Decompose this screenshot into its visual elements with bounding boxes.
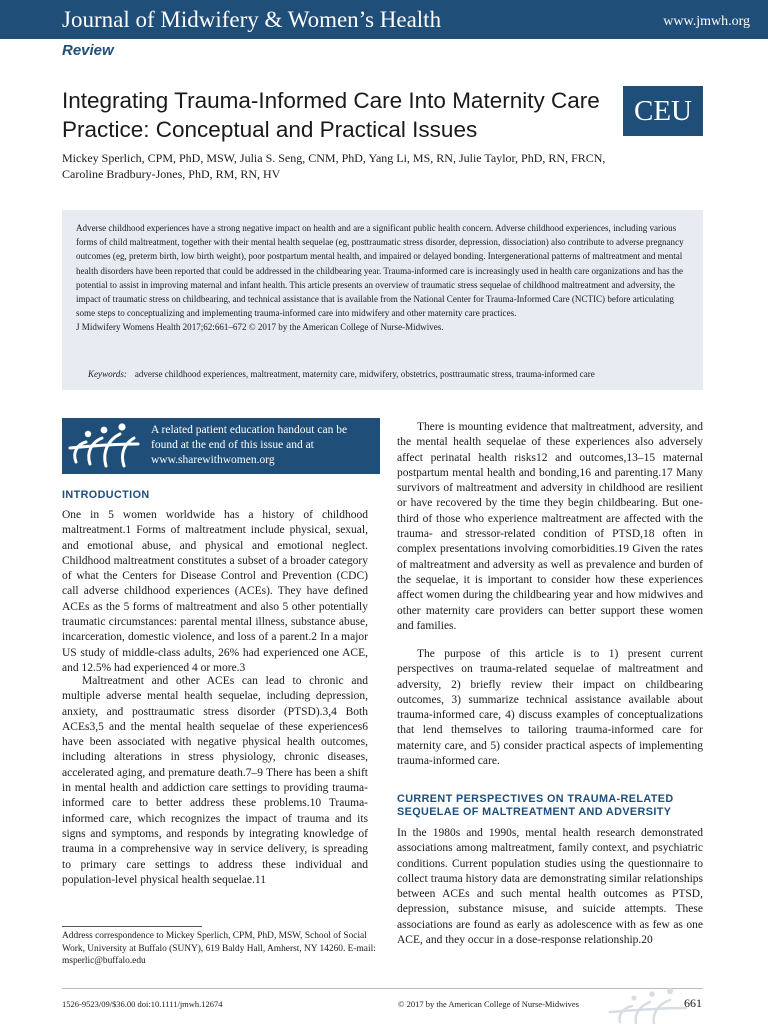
keywords (88, 369, 595, 379)
footnote-divider (62, 926, 202, 927)
footer-doi: 1526-9523/09/$36.00 doi:10.1111/jmwh.12674 (62, 999, 223, 1009)
patient-handout-callout (62, 418, 380, 474)
right-column-paragraph-1: There is mounting evidence that maltreatment, adversity, and the mental health sequelae of these experiences also adversely affect perinatal health risks12 and outcomes,13–15 maternal postpartum mental health and bonding,16 and parenting.17 Many survivors of maltreatment and adversity in childhood are resilient or have recovered by the time they begin childbearing. But one-third of those who experience maltreatment are affected with the trauma- and stressor-related condition of PTSD,18 often in complex presentations involving comorbidities.19 Given the rates of maltreatment and adversity as well as prevalence and burden of the sequelae, it is important to consider how these experiences affect women during the childbearing year and how midwives and other maternity care providers can better support these women and families. (397, 421, 703, 632)
page-number: 661 (684, 996, 702, 1010)
keywords-label: Keywords: (88, 369, 127, 379)
right-column-paragraph-2: The purpose of this article is to 1) present current perspectives on trauma-related sequelae of maltreatment and adversity, 2) briefly review their impact on childbearing outcomes, 3) summarize technical assistance available about trauma-informed care, 4) discuss examples of conceptualizations that lend themselves to tailoring trauma-informed care for maternity care, and 5) consider practical aspects of implementing trauma-informed care. (397, 648, 703, 768)
abstract-box (62, 210, 703, 390)
correspondence-address: Address correspondence to Mickey Sperlich, CPM, PhD, MSW, School of Social Work, University at Buffalo (SUNY), 619 Baldy Hall, Amherst, NY 14260. E-mail: msperlic@buffalo.edu (62, 931, 376, 967)
abstract-citation: J Midwifery Womens Health 2017;62:661–672 © 2017 by the American College of Nurse-Midwives. (76, 322, 444, 333)
introduction-heading: INTRODUCTION (62, 489, 150, 501)
journal-url[interactable]: www.jmwh.org (663, 14, 750, 29)
share-with-women-logo-icon (62, 418, 142, 474)
author-list: Mickey Sperlich, CPM, PhD, MSW, Julia S. Seng, CNM, PhD, Yang Li, MS, RN, Julie Taylor, PhD, RN, FRCN, Caroline Bradbury-Jones, PhD, RM, RN, HV (62, 151, 606, 181)
handout-text: A related patient education handout can be found at the end of this issue and at www.sharewithwomen.org (151, 424, 348, 466)
right-column-paragraph-3: In the 1980s and 1990s, mental health research demonstrated associations among maltreatment, family context, and psychiatric conditions. Current population studies using the questionnaire to collect trauma history data are demonstrating similar relationships between ACEs and such mental health outcomes as PTSD, depression, substance misuse, and suicide attempts. These associations are found as early as adolescence with as few as one ACE, and they occur in a dose-response relationship.20 (397, 827, 703, 947)
footer-copyright: © 2017 by the American College of Nurse-Midwives (398, 999, 579, 1009)
journal-header-band (0, 0, 768, 39)
section-label: Review (62, 42, 114, 59)
introduction-paragraph-2: Maltreatment and other ACEs can lead to chronic and multiple adverse mental health sequelae, including depression, anxiety, and posttraumatic stress disorder (PTSD).3,4 Both ACEs3,5 and the mental health sequelae of these experiences6 have been associated with negative physical health outcomes, including alterations in stress physiology, chronic diseases, accelerated aging, and premature death.7–9 There has been a shift in mental health and addiction care settings to providing trauma-informed care to better address these problems.10 Trauma-informed care, which recognizes the impact of trauma and its signs and symptoms, and responds by integrating knowledge of trauma in a comprehensive way in service delivery, is spreading to primary care settings to address these individual and population-level physical health sequelae.11 (62, 675, 368, 886)
current-perspectives-heading: CURRENT PERSPECTIVES ON TRAUMA-RELATED SEQUELAE OF MALTREATMENT AND ADVERSITY (397, 793, 674, 818)
journal-title: Journal of Midwifery & Women’s Health (62, 7, 442, 32)
introduction-paragraph-1: One in 5 women worldwide has a history of childhood maltreatment.1 Forms of maltreatment include physical, sexual, and emotional abuse, and physical and emotional neglect. Childhood maltreatment constitutes a subset of a broader category of what the Centers for Disease Control and Prevention (CDC) call adverse childhood experiences (ACEs). They have defined ACEs as the 5 forms of maltreatment and also 5 other potentially traumatic circumstances: parental mental illness, substance abuse, incarceration, domestic violence, and loss of a parent.2 In a major US study of middle-class adults, 26% had experienced one ACE, and 12.5% had experienced 4 or more.3 (62, 509, 368, 674)
watermark-logo-icon (600, 982, 690, 1024)
ceu-badge: CEU (623, 86, 703, 136)
abstract-body: Adverse childhood experiences have a strong negative impact on health and are a significant public health concern. Adverse childhood experiences, including various forms of child maltreatment, together with their mental health sequelae (eg, posttraumatic stress disorder, depression, dissociation) also contribute to adverse pregnancy outcomes (eg, preterm birth, low birth weight), poor postpartum mental health, and impaired or delayed bonding. Intergenerational patterns of maltreatment and mental health disorders have been reported that could be addressed in the childbearing year. Trauma-informed care is increasingly used in health care organizations and has the potential to assist in improving maternal and infant health. This article presents an overview of traumatic stress sequelae of childhood maltreatment and adversity, the impact of traumatic stress on childbearing, and technical assistance that is available from the National Center for Trauma-Informed Care (NCTIC) before articulating some steps to conceptualizing and implementing trauma-informed care into midwifery and other maternity care practices. (76, 223, 684, 319)
keywords-list: adverse childhood experiences, maltreatment, maternity care, midwifery, obstetrics, posttraumatic stress, trauma-informed care (134, 369, 595, 379)
abstract-text (76, 221, 688, 335)
article-title: Integrating Trauma-Informed Care Into Maternity Care Practice: Conceptual and Practical Issues (62, 88, 600, 142)
